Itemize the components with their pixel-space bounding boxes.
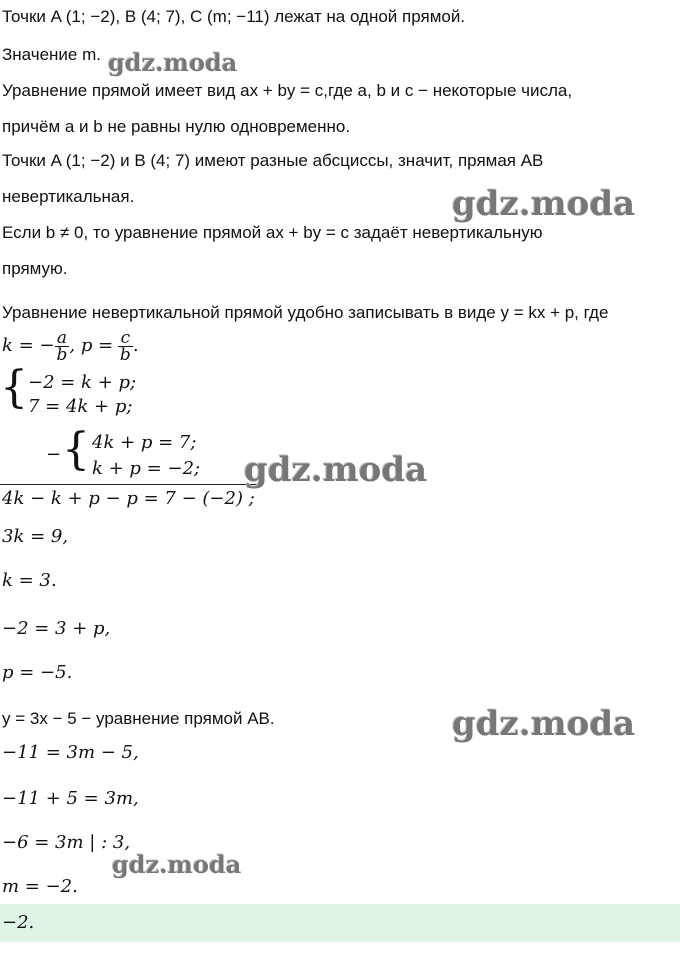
step: p = −5. bbox=[2, 662, 73, 683]
find-statement: Значение m. bbox=[2, 45, 101, 64]
system1-eq1: −2 = k + p; bbox=[28, 372, 137, 393]
step: −11 = 3m − 5, bbox=[2, 742, 139, 763]
answer-value: −2. bbox=[2, 912, 35, 933]
system1-eq2: 7 = 4k + p; bbox=[28, 396, 133, 417]
line-equation: y = 3x − 5 − уравнение прямой AB. bbox=[2, 709, 275, 728]
step: −2 = 3 + p, bbox=[2, 618, 111, 639]
watermark: gdz.moda bbox=[112, 850, 242, 879]
step: m = −2. bbox=[2, 876, 78, 897]
watermark: gdz.moda bbox=[244, 450, 428, 490]
text-line: прямую. bbox=[2, 259, 68, 278]
step: k = 3. bbox=[2, 570, 57, 591]
k-p-definition: k = − $\frac{a}{b}$ , p = $\frac{c}{b}$ . bbox=[2, 328, 139, 365]
text-line: Уравнение невертикальной прямой удобно записывать в виде y = kx + p, где bbox=[2, 303, 609, 322]
text-line: Если b ≠ 0, то уравнение прямой ax + by = c задаёт невертикальную bbox=[2, 223, 543, 242]
subtraction-sign: − bbox=[46, 444, 62, 465]
system-brace-2: { bbox=[62, 424, 90, 475]
difference-line: 4k − k + p − p = 7 − (−2) ; bbox=[2, 488, 255, 509]
subtraction-rule bbox=[0, 484, 262, 485]
watermark: gdz.moda bbox=[452, 184, 636, 224]
text-line: причём a и b не равны нулю одновременно. bbox=[2, 117, 351, 136]
problem-statement: Точки A (1; −2), B (4; 7), C (m; −11) лежат на одной прямой. bbox=[2, 7, 466, 26]
text-line: невертикальная. bbox=[2, 187, 135, 206]
system2-eq1: 4k + p = 7; bbox=[92, 432, 197, 453]
answer-box bbox=[0, 904, 680, 942]
text-line: Точки A (1; −2) и B (4; 7) имеют разные абсциссы, значит, прямая AB bbox=[2, 151, 544, 170]
system-brace-1: { bbox=[0, 362, 28, 413]
watermark: gdz.moda bbox=[108, 48, 238, 77]
a-over-b-fraction: $\frac{a}{b}$ bbox=[56, 328, 68, 365]
c-over-b-fraction: $\frac{c}{b}$ bbox=[119, 328, 131, 365]
text-line: Уравнение прямой имеет вид ax + by = c,где a, b и c − некоторые числа, bbox=[2, 81, 573, 100]
step: −11 + 5 = 3m, bbox=[2, 788, 139, 809]
step: −6 = 3m | : 3, bbox=[2, 832, 131, 853]
k-expression: k = − bbox=[2, 334, 55, 356]
p-expression: , p = bbox=[69, 334, 114, 356]
system2-eq2: k + p = −2; bbox=[92, 458, 201, 479]
step: 3k = 9, bbox=[2, 526, 69, 547]
watermark: gdz.moda bbox=[452, 704, 636, 744]
